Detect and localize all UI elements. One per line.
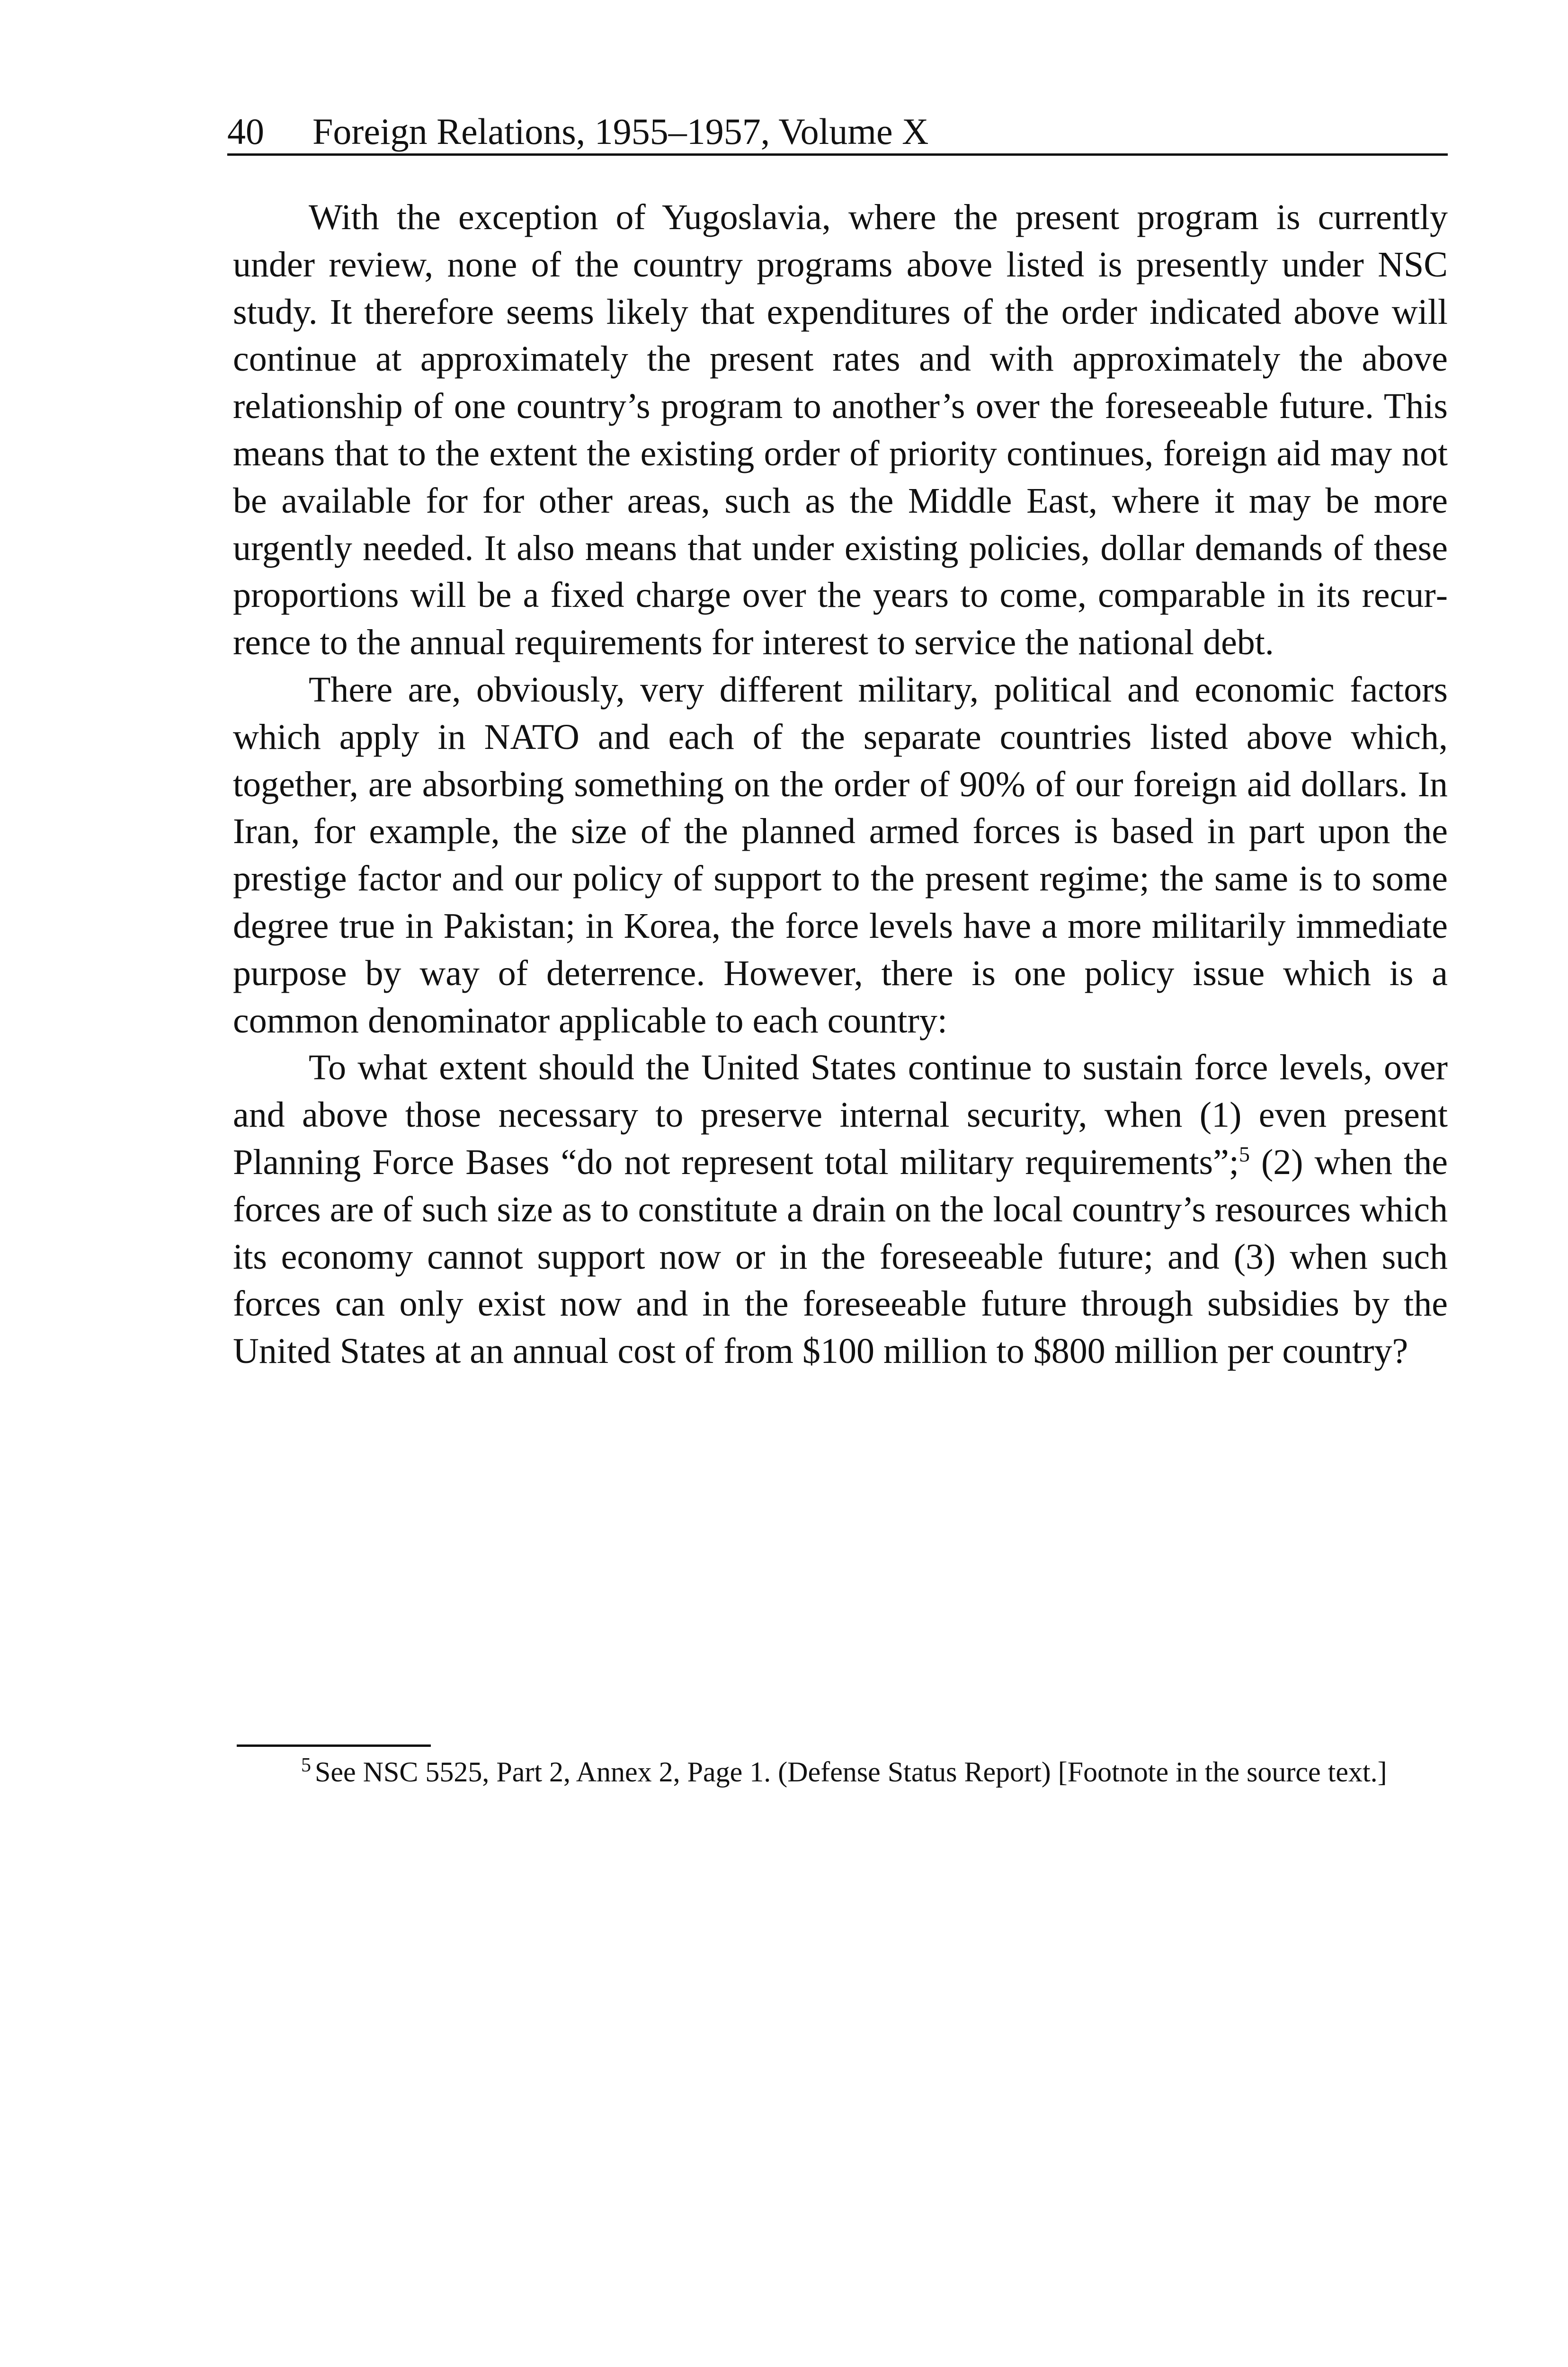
running-header — [227, 110, 1448, 156]
policy-question-text-after-note: (2) when the forces are of such size as to constitute a drain on the local country’s resources which its economy cannot support now or in the foreseeable future; and (3) when such forces can only exist now and in the foreseeable future through subsidies by the United States at an annual cost of from $100 million to $800 million per country? — [233, 1142, 1448, 1371]
footnote-separator — [237, 1744, 431, 1747]
footnote-5 — [237, 1752, 1448, 1792]
running-title: Foreign Relations, 1955–1957, Volume X — [312, 111, 929, 152]
paragraph-policy-question — [233, 1044, 1448, 1375]
footnote-number: 5 — [301, 1754, 311, 1776]
paragraph-military-factors: There are, obviously, very different military, political and economic factors which apply in NATO and each of the separate countries listed above which, together, are absorbing something on the order of 90% of our foreign aid dollars. In Iran, for example, the size of the planned armed forces is based in part upon the prestige factor and our policy of support to the present regime; the same is to some degree true in Pakistan; in Korea, the force levels have a more militarily immediate purpose by way of deterrence. However, there is one policy issue which is a common denominator applicable to each country: — [233, 669, 1448, 1041]
page-number: 40 — [227, 111, 264, 152]
body-text — [233, 194, 1448, 1375]
footnote-text: See NSC 5525, Part 2, Annex 2, Page 1. (Defense Status Report) [Footnote in the source text.] — [315, 1756, 1387, 1788]
policy-question-text-before-note: To what extent should the United States continue to sustain force levels, over and above those necessary to preserve internal security, when (1) even present Planning Force Bases “do not represent total military requirements”; — [233, 1048, 1448, 1182]
footnote-reference-5: 5 — [1239, 1142, 1250, 1166]
paragraph-yugoslavia-programs: With the exception of Yugoslavia, where the present program is currently under review, none of the country programs above listed is presently under NSC study. It therefore seems likely that expenditures of the order indicated above will continue at approximately the present rates and with approximately the above relationship of one country’s program to another’s over the foreseeable future. This means that to the extent the existing order of priority continues, foreign aid may not be available for for other areas, such as the Middle East, where it may be more urgently needed. It also means that under existing policies, dollar demands of these proportions will be a fixed charge over the years to come, comparable in its recurrence to the annual requirements for interest to service the national debt. — [233, 197, 1448, 663]
